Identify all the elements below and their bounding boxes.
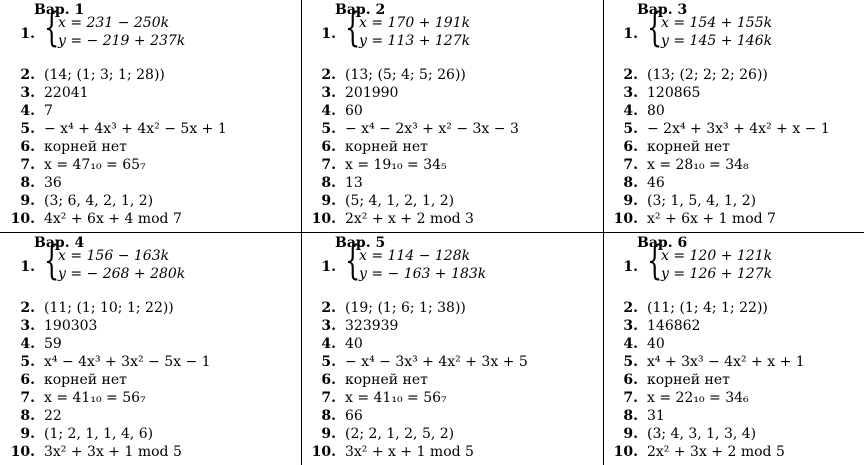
answer-value: (19; (1; 6; 1; 38)) (345, 300, 466, 316)
item-number: 1. (623, 259, 638, 275)
answer-value: 36 (44, 175, 62, 191)
variant-cell-2 (303, 0, 603, 232)
answer-value: 66 (345, 408, 363, 424)
system-equation: x = 120 + 121k (661, 248, 773, 264)
system-equation: x = 170 + 191k (359, 15, 471, 31)
answer-value: − 2x⁴ + 3x³ + 4x² + x − 1 (647, 121, 830, 137)
answer-value: (13; (2; 2; 2; 26)) (647, 67, 768, 83)
item-number: 3. (20, 85, 35, 101)
variant-cell-5 (303, 233, 603, 465)
answer-value: (11; (1; 4; 1; 22)) (647, 300, 768, 316)
answer-value: 22041 (44, 85, 89, 101)
answer-value: (11; (1; 10; 1; 22)) (44, 300, 174, 316)
answer-value: x = 41₁₀ = 56₇ (44, 390, 146, 406)
item-number: 2. (321, 67, 336, 83)
item-number: 3. (623, 85, 638, 101)
answer-value: (3; 1, 5, 4, 1, 2) (647, 193, 757, 209)
answer-value: 60 (345, 103, 363, 119)
system-equation: x = 114 − 128k (359, 248, 471, 264)
answer-value: корней нет (44, 139, 127, 155)
variant-title: Вар. 6 (637, 235, 688, 251)
item-number: 4. (321, 336, 336, 352)
answer-value: (13; (5; 4; 5; 26)) (345, 67, 466, 83)
variant-title: Вар. 4 (34, 235, 85, 251)
system-equation: y = − 163 + 183k (359, 266, 487, 282)
item-number: 9. (321, 426, 336, 442)
item-number: 8. (20, 408, 35, 424)
answer-value: корней нет (345, 372, 428, 388)
item-number: 6. (20, 372, 35, 388)
item-number: 7. (321, 390, 336, 406)
answer-value: 323939 (345, 318, 399, 334)
answer-value: x⁴ + 3x³ − 4x² + x + 1 (647, 354, 805, 370)
brace-glyph: { (44, 238, 60, 284)
item-number: 5. (321, 121, 336, 137)
answer-value: 40 (647, 336, 665, 352)
item-number: 1. (321, 259, 336, 275)
answer-value: корней нет (647, 372, 730, 388)
answer-value: (3; 4, 3, 1, 3, 4) (647, 426, 757, 442)
brace-glyph: { (345, 5, 361, 51)
item-number: 2. (623, 67, 638, 83)
answer-value: x = 22₁₀ = 34₆ (647, 390, 749, 406)
variant-title: Вар. 2 (335, 2, 386, 18)
item-number: 9. (321, 193, 336, 209)
item-number: 4. (20, 103, 35, 119)
system-equation: y = 113 + 127k (359, 33, 471, 49)
item-number: 6. (321, 139, 336, 155)
variant-cell-4 (2, 233, 302, 465)
answer-value: (3; 6, 4, 2, 1, 2) (44, 193, 154, 209)
answer-value: − x⁴ + 4x³ + 4x² − 5x + 1 (44, 121, 227, 137)
item-number: 4. (20, 336, 35, 352)
answer-value: (14; (1; 3; 1; 28)) (44, 67, 165, 83)
variant-title: Вар. 3 (637, 2, 688, 18)
item-number: 10. (311, 211, 336, 227)
item-number: 4. (321, 103, 336, 119)
system-equation: x = 231 − 250k (58, 15, 170, 31)
variant-cell-6 (605, 233, 864, 465)
item-number: 8. (321, 175, 336, 191)
answer-value: 3x² + x + 1 mod 5 (345, 444, 474, 460)
variant-title: Вар. 1 (34, 2, 85, 18)
item-number: 7. (20, 390, 35, 406)
brace-glyph: { (345, 238, 361, 284)
answer-value: 80 (647, 103, 665, 119)
answer-value: 4x² + 6x + 4 mod 7 (44, 211, 182, 227)
item-number: 10. (10, 444, 35, 460)
system-equation: y = − 219 + 237k (58, 33, 186, 49)
system-equation: x = 156 − 163k (58, 248, 170, 264)
brace-glyph: { (647, 5, 663, 51)
answer-value: − x⁴ − 2x³ + x² − 3x − 3 (345, 121, 519, 137)
item-number: 10. (613, 211, 638, 227)
answer-value: x² + 6x + 1 mod 7 (647, 211, 776, 227)
item-number: 9. (623, 193, 638, 209)
item-number: 10. (613, 444, 638, 460)
answer-value: 13 (345, 175, 363, 191)
item-number: 6. (321, 372, 336, 388)
answer-value: 2x² + 3x + 2 mod 5 (647, 444, 785, 460)
answer-value: 40 (345, 336, 363, 352)
answer-value: x = 47₁₀ = 65₇ (44, 157, 146, 173)
answer-value: x = 28₁₀ = 34₈ (647, 157, 749, 173)
answer-value: 7 (44, 103, 53, 119)
item-number: 10. (311, 444, 336, 460)
item-number: 10. (10, 211, 35, 227)
answer-value: корней нет (44, 372, 127, 388)
item-number: 5. (623, 121, 638, 137)
system-equation: x = 154 + 155k (661, 15, 773, 31)
item-number: 3. (623, 318, 638, 334)
system-equation: y = − 268 + 280k (58, 266, 186, 282)
answer-value: − x⁴ − 3x³ + 4x² + 3x + 5 (345, 354, 528, 370)
system-equation: y = 145 + 146k (661, 33, 773, 49)
item-number: 9. (623, 426, 638, 442)
answer-value: (5; 4, 1, 2, 1, 2) (345, 193, 455, 209)
answer-value: корней нет (647, 139, 730, 155)
brace-glyph: { (44, 5, 60, 51)
answer-value: (1; 2, 1, 1, 4, 6) (44, 426, 154, 442)
item-number: 5. (20, 354, 35, 370)
item-number: 6. (623, 139, 638, 155)
answer-value: 2x² + x + 2 mod 3 (345, 211, 474, 227)
item-number: 6. (20, 139, 35, 155)
item-number: 2. (623, 300, 638, 316)
answer-value: корней нет (345, 139, 428, 155)
item-number: 6. (623, 372, 638, 388)
brace-glyph: { (647, 238, 663, 284)
item-number: 2. (321, 300, 336, 316)
item-number: 5. (321, 354, 336, 370)
item-number: 8. (623, 408, 638, 424)
item-number: 1. (623, 26, 638, 42)
answer-value: 46 (647, 175, 665, 191)
item-number: 7. (623, 157, 638, 173)
answer-value: 59 (44, 336, 62, 352)
answer-value: 190303 (44, 318, 98, 334)
item-number: 8. (623, 175, 638, 191)
item-number: 8. (20, 175, 35, 191)
item-number: 3. (20, 318, 35, 334)
answer-value: 22 (44, 408, 62, 424)
item-number: 5. (623, 354, 638, 370)
item-number: 8. (321, 408, 336, 424)
answer-value: x = 19₁₀ = 34₅ (345, 157, 447, 173)
item-number: 9. (20, 426, 35, 442)
variant-cell-1 (2, 0, 302, 232)
variant-cell-3 (605, 0, 864, 232)
item-number: 4. (623, 103, 638, 119)
item-number: 2. (20, 300, 35, 316)
item-number: 9. (20, 193, 35, 209)
answer-value: 146862 (647, 318, 701, 334)
answer-value: x⁴ − 4x³ + 3x² − 5x − 1 (44, 354, 211, 370)
item-number: 5. (20, 121, 35, 137)
item-number: 1. (321, 26, 336, 42)
variant-title: Вар. 5 (335, 235, 386, 251)
item-number: 4. (623, 336, 638, 352)
item-number: 1. (20, 26, 35, 42)
item-number: 7. (321, 157, 336, 173)
answer-value: 31 (647, 408, 665, 424)
answer-value: x = 41₁₀ = 56₇ (345, 390, 447, 406)
answer-value: 3x² + 3x + 1 mod 5 (44, 444, 182, 460)
answer-value: 120865 (647, 85, 701, 101)
answer-value: (2; 2, 1, 2, 5, 2) (345, 426, 455, 442)
item-number: 7. (20, 157, 35, 173)
system-equation: y = 126 + 127k (661, 266, 773, 282)
item-number: 3. (321, 85, 336, 101)
answer-value: 201990 (345, 85, 399, 101)
item-number: 1. (20, 259, 35, 275)
item-number: 2. (20, 67, 35, 83)
item-number: 7. (623, 390, 638, 406)
item-number: 3. (321, 318, 336, 334)
